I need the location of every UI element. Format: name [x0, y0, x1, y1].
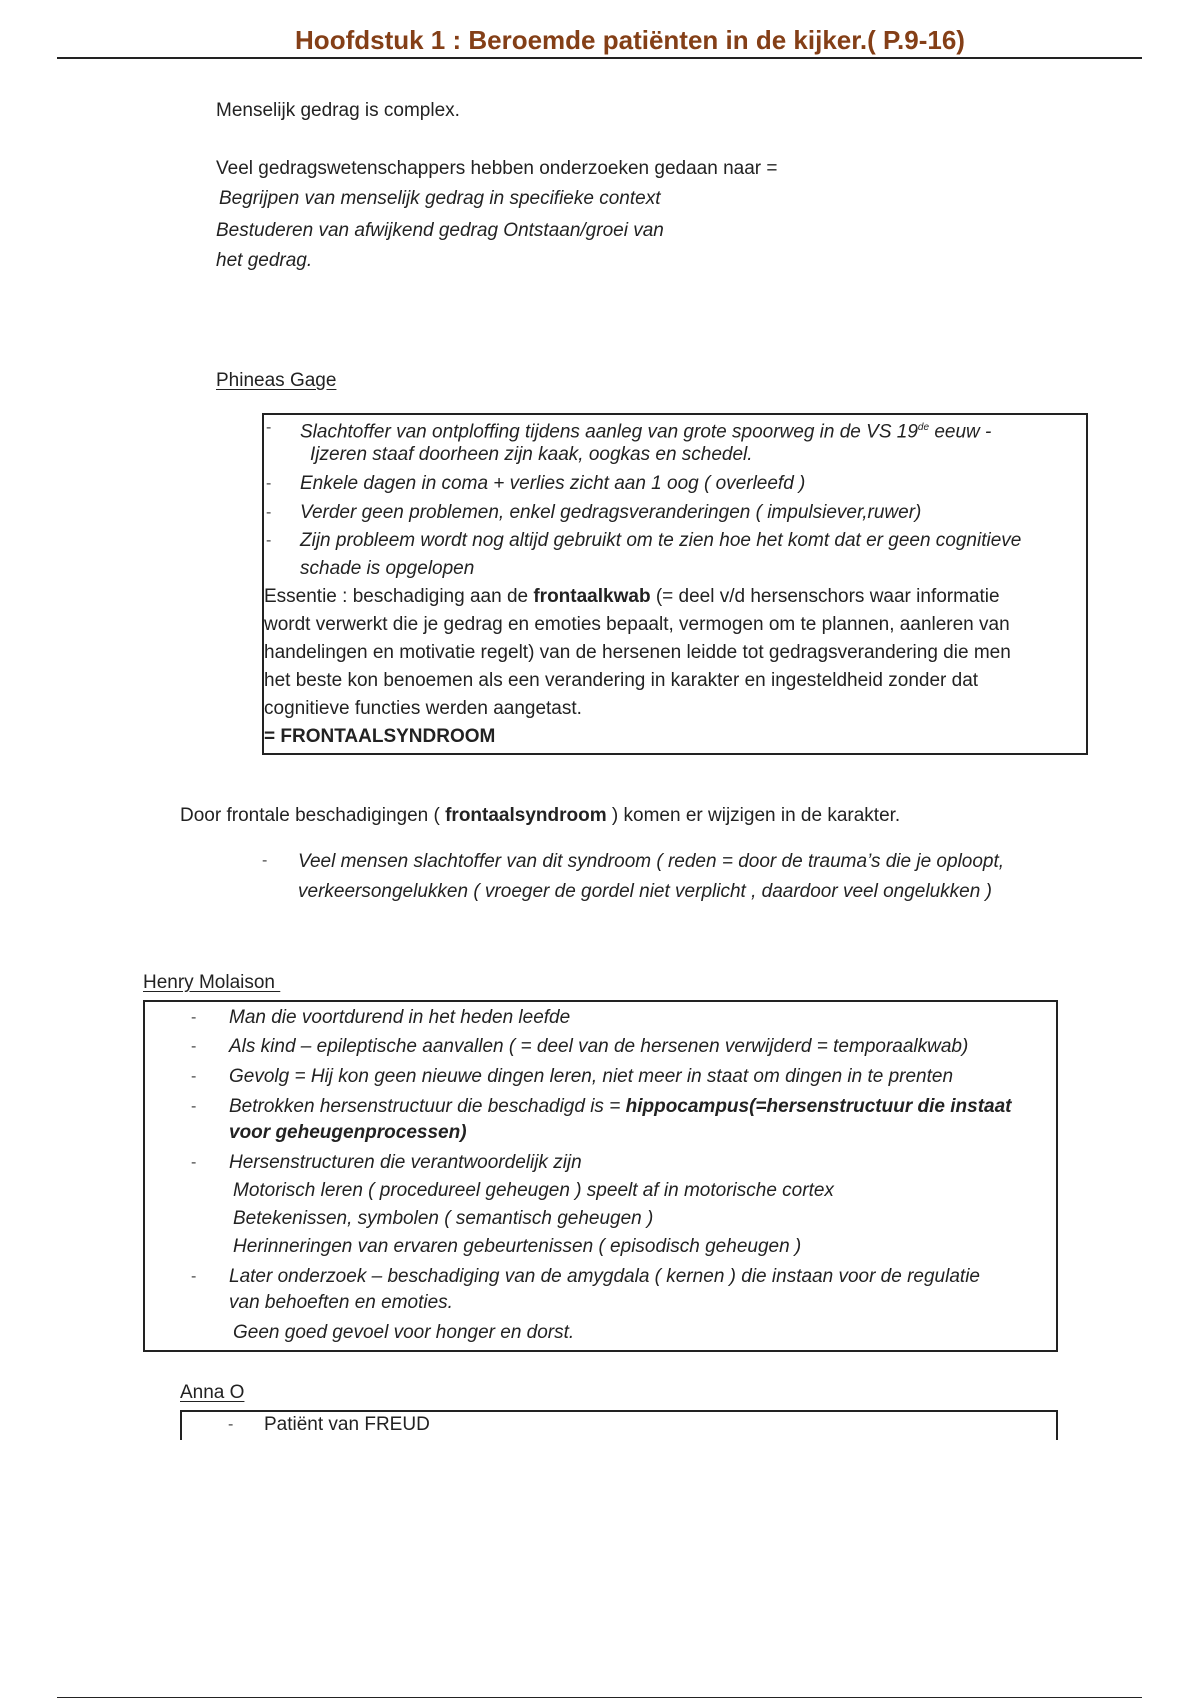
footer-rule [57, 1697, 1142, 1698]
phineas-bullet-4-cont: schade is opgelopen [300, 558, 475, 579]
phineas-essentie-3: handelingen en motivatie regelt) van de hersenen leidde tot gedragsverandering die men [264, 642, 1011, 663]
henry-bullet-5-sub-2: Betekenissen, symbolen ( semantisch geheugen ) [233, 1208, 654, 1229]
phineas-bullet-3: Verder geen problemen, enkel gedragsveranderingen ( impulsiever,ruwer) [300, 502, 922, 523]
bullet-dash: - [191, 1098, 197, 1115]
henry-bullet-6: Later onderzoek – beschadiging van de amygdala ( kernen ) die instaan voor de regulatie [229, 1266, 980, 1287]
bullet-dash: - [266, 532, 272, 549]
intro-line-1: Menselijk gedrag is complex. [216, 100, 460, 121]
henry-bullet-5: Hersenstructuren die verantwoordelijk zijn [229, 1152, 582, 1173]
page-title: Hoofdstuk 1 : Beroemde patiënten in de kijker.( P.9-16) [295, 25, 965, 55]
henry-bullet-3: Gevolg = Hij kon geen nieuwe dingen leren, niet meer in staat om dingen in te prenten [229, 1066, 954, 1087]
henry-bullet-4: Betrokken hersenstructuur die beschadigd is = hippocampus(=hersenstructuur die instaat [229, 1096, 1012, 1117]
phineas-heading: Phineas Gage [216, 370, 337, 391]
bullet-dash: - [266, 419, 272, 436]
phineas-bullet-2: Enkele dagen in coma + verlies zicht aan 1 oog ( overleefd ) [300, 473, 806, 494]
anna-bullet-1: Patiënt van FREUD [264, 1414, 430, 1435]
frontal-bullet-1: Veel mensen slachtoffer van dit syndroom ( reden = door de trauma’s die je oploopt, [298, 851, 1005, 872]
bullet-dash: - [191, 1009, 197, 1026]
phineas-box [262, 413, 1088, 755]
intro-line-3: Begrijpen van menselijk gedrag in specifieke context [219, 188, 661, 209]
title-underline [57, 57, 1142, 59]
bullet-dash: - [262, 852, 268, 869]
bullet-dash: - [266, 475, 272, 492]
frontal-paragraph: Door frontale beschadigingen ( frontaalsyndroom ) komen er wijzigen in de karakter. [180, 805, 901, 826]
phineas-essentie: Essentie : beschadiging aan de frontaalkwab (= deel v/d hersenschors waar informatie [264, 586, 1000, 607]
henry-bullet-2: Als kind – epileptische aanvallen ( = deel van de hersenen verwijderd = temporaalkwab) [229, 1036, 969, 1057]
bullet-dash: - [191, 1154, 197, 1171]
phineas-essentie-4: het beste kon benoemen als een verandering in karakter en ingesteldheid zonder dat [264, 670, 979, 691]
phineas-bullet-4: Zijn probleem wordt nog altijd gebruikt om te zien hoe het komt dat er geen cognitieve [300, 530, 1022, 551]
bullet-dash: - [266, 504, 272, 521]
phineas-essentie-5: cognitieve functies werden aangetast. [264, 698, 582, 719]
anna-heading: Anna O [180, 1382, 245, 1403]
bullet-dash: - [228, 1416, 234, 1433]
henry-bullet-6-cont: van behoeften en emoties. [229, 1292, 453, 1313]
bullet-dash: - [191, 1268, 197, 1285]
frontal-bullet-1-cont: verkeersongelukken ( vroeger de gordel niet verplicht , daardoor veel ongelukken ) [298, 881, 992, 902]
bullet-dash: - [191, 1038, 197, 1055]
henry-heading: Henry Molaison [143, 972, 281, 993]
henry-bullet-4-cont: voor geheugenprocessen) [229, 1122, 467, 1143]
intro-line-4: Bestuderen van afwijkend gedrag Ontstaan/groei van [216, 220, 664, 241]
henry-bullet-5-sub-3: Herinneringen van ervaren gebeurtenissen ( episodisch geheugen ) [233, 1236, 802, 1257]
intro-line-2: Veel gedragswetenschappers hebben onderzoeken gedaan naar = [216, 158, 778, 179]
henry-box [143, 1000, 1058, 1352]
phineas-essentie-2: wordt verwerkt die je gedrag en emoties bepaalt, vermogen om te plannen, aanleren van [264, 614, 1010, 635]
phineas-bullet-1: Slachtoffer van ontploffing tijdens aanleg van grote spoorweg in de VS 19de eeuw - [300, 421, 992, 443]
henry-bullet-6-cont-2: Geen goed gevoel voor honger en dorst. [233, 1322, 575, 1343]
intro-line-5: het gedrag. [216, 250, 313, 271]
henry-bullet-5-sub-1: Motorisch leren ( procedureel geheugen ) speelt af in motorische cortex [233, 1180, 834, 1201]
bullet-dash: - [191, 1068, 197, 1085]
henry-bullet-1: Man die voortdurend in het heden leefde [229, 1007, 571, 1028]
phineas-bullet-1-cont: Ijzeren staaf doorheen zijn kaak, oogkas en schedel. [310, 444, 753, 465]
phineas-syndrome: = FRONTAALSYNDROOM [264, 726, 496, 747]
anna-box [180, 1410, 1058, 1440]
